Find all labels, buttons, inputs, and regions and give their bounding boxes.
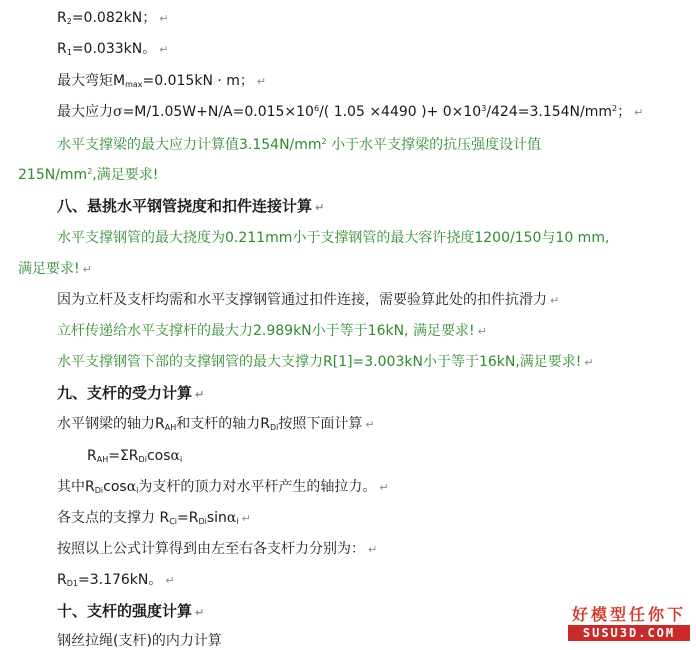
result-intro-line: 按照以上公式计算得到由左至右各支杆力分别为： ↵ [57,541,378,557]
paragraph-mark-icon: ↵ [256,75,267,88]
r2-line: $R_2=0.082kN$； ↵ [57,10,169,26]
paragraph-mark-icon: ↵ [315,201,325,214]
paragraph-mark-icon: ↵ [477,325,487,338]
support-force-line: 水平支撑钢管下部的支撑钢管的最大支撑力R[1]=3.003kN小于等于16kN,满足要求! ↵ [57,354,594,370]
paragraph-mark-icon: ↵ [379,481,389,494]
fastener-check-line: 立杆传递给水平支撑杆的最大力2.989kN小于等于16kN, 满足要求! ↵ [57,323,487,339]
section-heading-10: 十、支杆的强度计算 ↵ [57,602,205,620]
rd1-line: $R_{D1}=3.176kN$。 ↵ [57,572,175,588]
paragraph-mark-icon: ↵ [550,294,560,307]
section-heading-9: 九、支杆的受力计算 ↵ [57,384,205,402]
paragraph-mark-icon: ↵ [159,12,169,25]
section-heading-8: 八、悬挑水平钢管挠度和扣件连接计算 ↵ [57,197,325,215]
paragraph-mark-icon: ↵ [159,43,169,56]
axial-force-line: 水平钢梁的轴力$R_{AH}$和支杆的轴力$R_{Di}$按照下面计算 ↵ [57,416,375,432]
max-moment-line: 最大弯矩$M_{max}=0.015kN \cdot m$； ↵ [57,73,267,89]
r1-line: $R_1=0.033kN$。 ↵ [57,41,169,57]
support-formula-line: 各支点的支撑力 $R_{Ci}=R_{Di}\sin\alpha_i$ ↵ [57,510,251,526]
axial-definition-line: 其中$R_{Di}\cos\alpha_i$为支杆的顶力对水平杆产生的轴拉力。 ↵ [57,479,389,495]
paragraph-mark-icon: ↵ [368,543,378,556]
stress-check-line: 水平支撑梁的最大应力计算值$3.154N/mm^2$ 小于水平支撑梁的抗压强度设计值 [57,137,542,153]
axial-formula-line: $R_{AH}=\Sigma R_{Di}\cos\alpha_i$ [87,448,183,464]
paragraph-mark-icon: ↵ [634,106,644,119]
fastener-note-line: 因为立杆及支杆均需和水平支撑钢管通过扣件连接，需要验算此处的扣件抗滑力 ↵ [57,292,560,308]
paragraph-mark-icon: ↵ [365,418,375,431]
deflection-line: 水平支撑钢管的最大挠度为0.211mm小于支撑钢管的最大容许挠度1200/150与10 mm, [57,230,610,246]
paragraph-mark-icon: ↵ [165,574,175,587]
paragraph-mark-icon: ↵ [584,356,594,369]
max-stress-line: 最大应力$\sigma=M/1.05W+N/A=0.015\times 10^6/$( 1.05 ×4490 )+ $0\times 10^3/424=3.154N/mm^2$； ↵ [57,104,644,120]
paragraph-mark-icon: ↵ [195,606,205,619]
watermark-logo: 好模型任你下 SUSU3D.COM [568,605,690,641]
cable-force-line: 钢丝拉绳(支杆)的内力计算 [57,633,222,649]
paragraph-mark-icon: ↵ [195,388,205,401]
deflection-line-2: 满足要求! ↵ [18,261,92,277]
paragraph-mark-icon: ↵ [82,263,92,276]
stress-check-line-2: $215N/mm^2$,满足要求! [18,167,159,183]
paragraph-mark-icon: ↵ [241,512,251,525]
